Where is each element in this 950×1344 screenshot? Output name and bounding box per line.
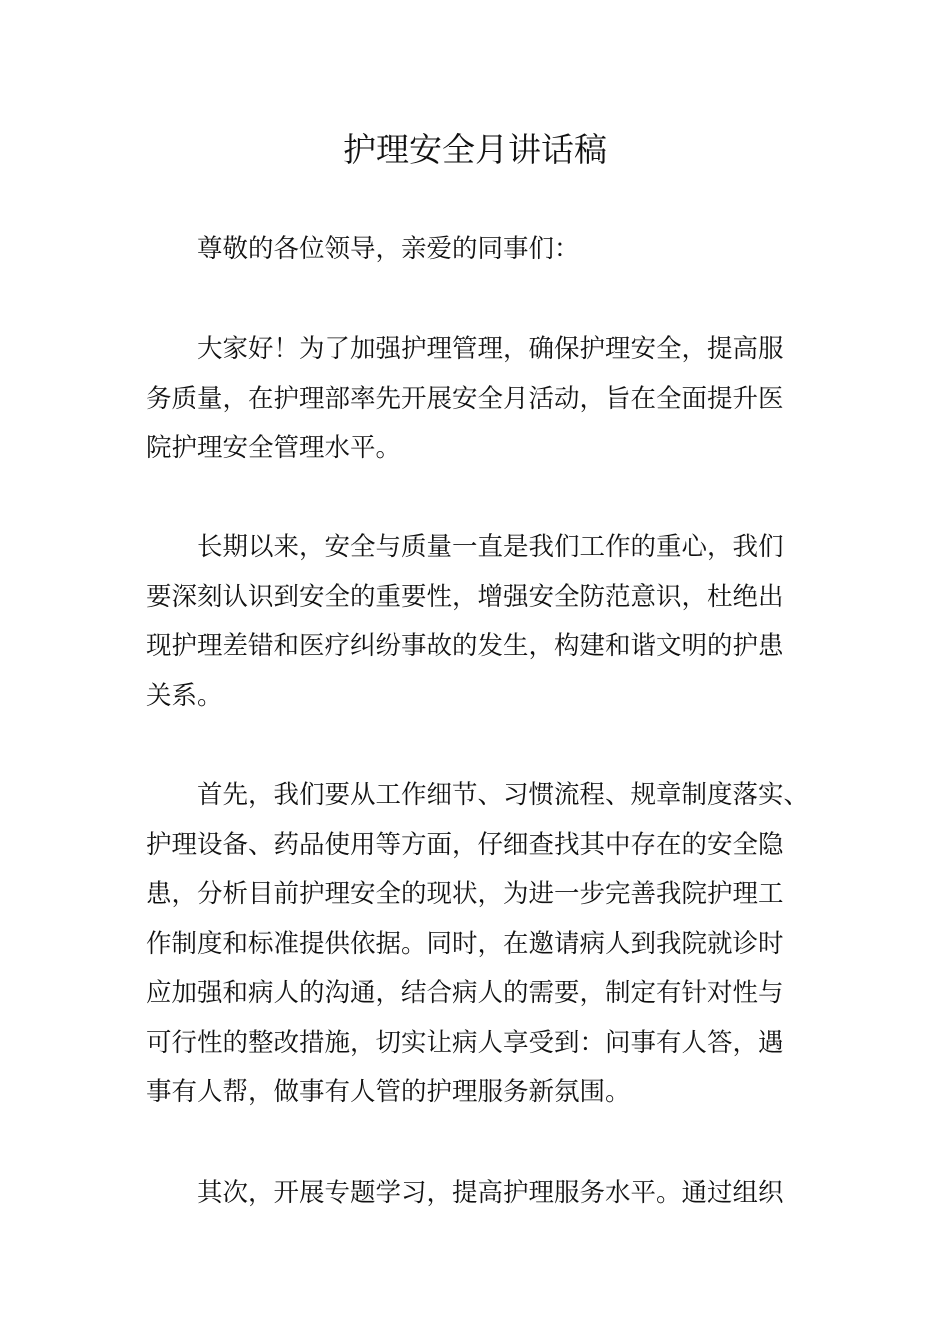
paragraph-line: 大家好！为了加强护理管理，确保护理安全，提高服: [197, 334, 784, 364]
paragraph-line: 作制度和标准提供依据。同时，在邀请病人到我院就诊时: [146, 928, 784, 959]
paragraph-line: 事有人帮，做事有人管的护理服务新氛围。: [146, 1077, 631, 1107]
paragraph-line: 要深刻认识到安全的重要性，增强安全防范意识，杜绝出: [146, 581, 784, 612]
paragraph-line: 首先，我们要从工作细节、习惯流程、规章制度落实、: [197, 780, 810, 810]
paragraph-line: 院护理安全管理水平。: [146, 433, 402, 463]
paragraph-line: 护理设备、药品使用等方面，仔细查找其中存在的安全隐: [146, 829, 784, 860]
paragraph-salutation: [146, 225, 806, 275]
paragraph-line: 现护理差错和医疗纠纷事故的发生，构建和谐文明的护患: [146, 631, 784, 661]
paragraph-line: 可行性的整改措施，切实让病人享受到：问事有人答，遇: [146, 1027, 784, 1058]
paragraph-line: 尊敬的各位领导，亲爱的同事们：: [197, 234, 580, 264]
paragraph-line: 长期以来，安全与质量一直是我们工作的重心，我们: [197, 532, 784, 562]
document-title: 护理安全月讲话稿: [343, 130, 607, 169]
paragraph-line: 患，分析目前护理安全的现状，为进一步完善我院护理工: [146, 879, 784, 909]
paragraph-line: 关系。: [146, 680, 223, 711]
paragraph-line: 其次，开展专题学习，提高护理服务水平。通过组织: [197, 1178, 784, 1208]
paragraph-first-measures: [146, 771, 810, 1118]
paragraph-second-measures: [146, 1169, 806, 1219]
paragraph-safety-focus: [146, 523, 806, 721]
paragraph-line: 务质量，在护理部率先开展安全月活动，旨在全面提升医: [146, 383, 784, 414]
paragraph-line: 应加强和病人的沟通，结合病人的需要，制定有针对性与: [146, 978, 784, 1008]
paragraph-greeting: [146, 325, 806, 474]
